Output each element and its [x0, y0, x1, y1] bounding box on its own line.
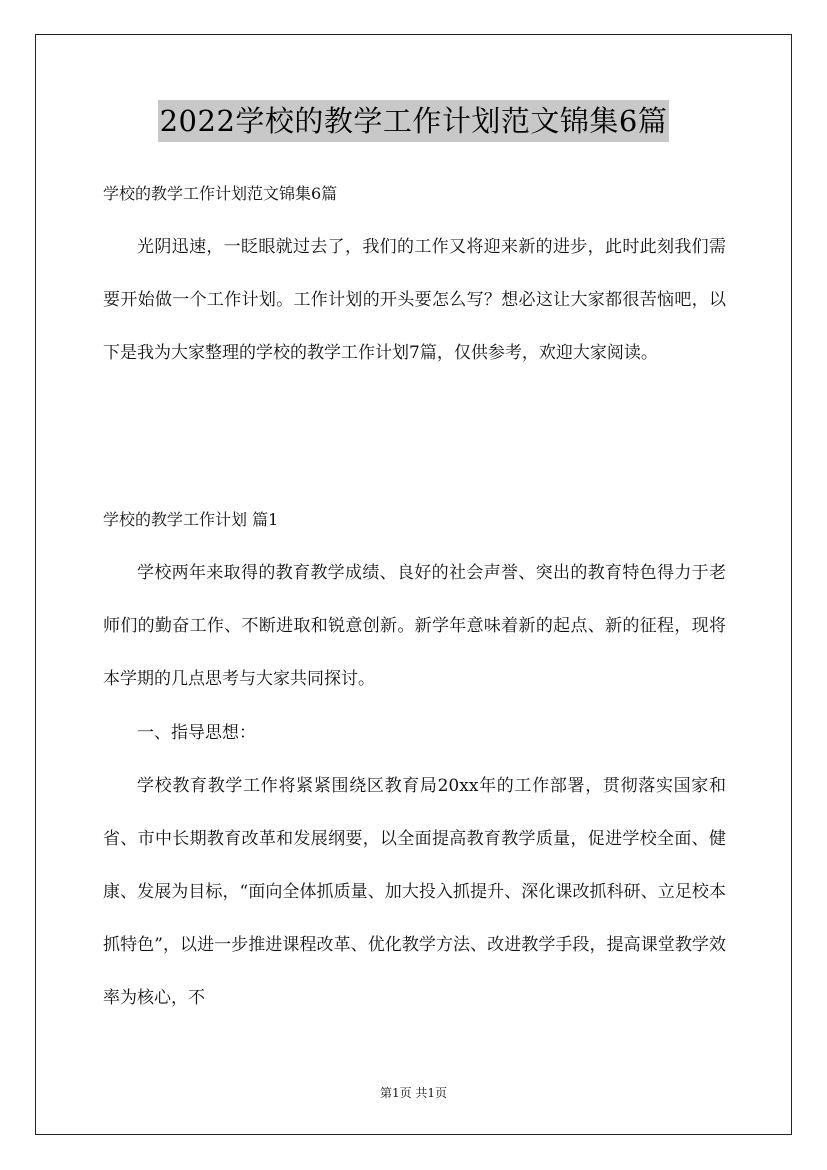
guiding-ideology-heading: 一、指导思想： [137, 723, 256, 743]
intro-paragraph: 光阴迅速，一眨眼就过去了，我们的工作又将迎来新的进步，此时此刻我们需要开始做一个工作计划。工作计划的开头要怎么写？想必这让大家都很苦恼吧，以下是我为大家整理的学校的教学工作计划7篇，仅供参考，欢迎大家阅读。 [103, 237, 726, 363]
page-footer: 第1页 共1页 [379, 1086, 448, 1100]
section-heading-1: 学校的教学工作计划 篇1 [103, 510, 279, 529]
document-title: 2022学校的教学工作计划范文锦集6篇 [158, 100, 670, 142]
section1-paragraph-1: 学校两年来取得的教育教学成绩、良好的社会声誉、突出的教育特色得力于老师们的勤奋工作、不断进取和锐意创新。新学年意味着新的起点、新的征程，现将本学期的几点思考与大家共同探讨。 [103, 563, 726, 689]
section1-paragraph-2: 学校教育教学工作将紧紧围绕区教育局20xx年的工作部署，贯彻落实国家和省、市中长期教育改革和发展纲要，以全面提高教育教学质量，促进学校全面、健康、发展为目标，“面向全体抓质量、加大投入抓提升、深化课改抓科研、立足校本抓特色”，以进一步推进课程改革、优化教学方法、改进教学手段，提高课堂教学效率为核心，不 [103, 776, 726, 1008]
title-container [0, 100, 827, 142]
document-subtitle: 学校的教学工作计划范文锦集6篇 [103, 184, 338, 203]
